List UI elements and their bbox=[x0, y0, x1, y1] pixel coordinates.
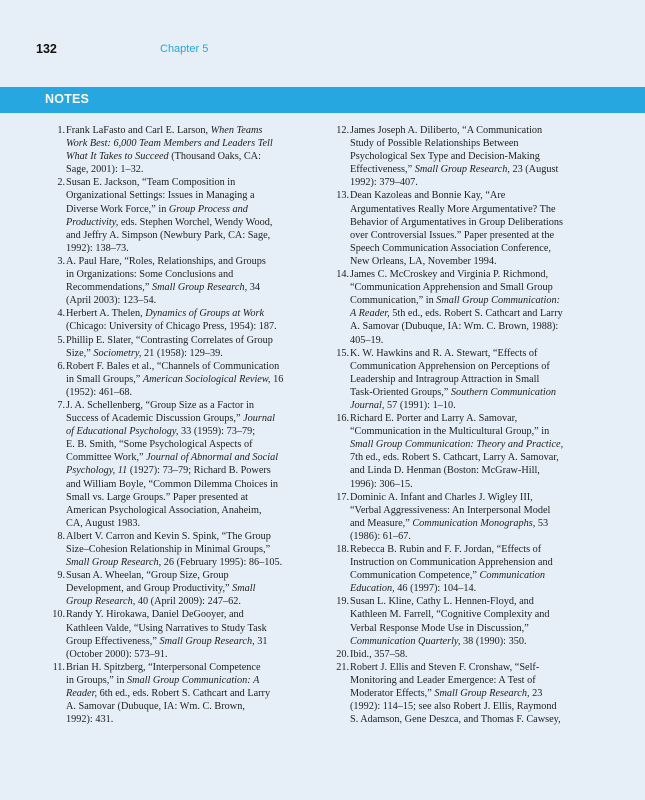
note-item bbox=[322, 648, 592, 661]
note-line: Study of Possible Relationships Between bbox=[350, 138, 519, 150]
note-item bbox=[38, 334, 302, 360]
note-line: and Measure,” Communication Monographs, 53 bbox=[350, 517, 549, 529]
note-number: 10. bbox=[52, 609, 65, 621]
note-text bbox=[66, 176, 302, 255]
note-text bbox=[66, 399, 302, 530]
note-line: Psychological Sex Type and Decision-Making bbox=[350, 151, 540, 163]
note-text bbox=[350, 491, 592, 543]
note-item bbox=[322, 661, 592, 726]
note-line: A. Samovar (Dubuque, IA: Wm. C. Brown, bbox=[66, 701, 245, 713]
note-line: over Controversial Issues.” Paper presented at the bbox=[350, 229, 555, 241]
note-number: 15. bbox=[336, 347, 349, 359]
note-item bbox=[322, 491, 592, 543]
note-line: Communication Competence,” Communication bbox=[350, 570, 546, 582]
note-text bbox=[66, 608, 302, 660]
note-line: 7th ed., eds. Robert S. Cathcart, Larry A. Samovar, bbox=[350, 452, 559, 464]
note-line: and Jeffry A. Simpson (Newbury Park, CA: Sage, bbox=[66, 229, 271, 241]
note-line: J. A. Schellenberg, “Group Size as a Factor in bbox=[66, 399, 254, 411]
note-text bbox=[66, 360, 302, 399]
note-line: New Orleans, LA, November 1994. bbox=[350, 255, 497, 267]
note-line: (Chicago: University of Chicago Press, 1954): 187. bbox=[66, 321, 277, 333]
note-line: Rebecca B. Rubin and F. F. Jordan, “Effects of bbox=[350, 544, 542, 555]
note-line: Kathleen M. Farrell, “Cognitive Complexity and bbox=[350, 609, 550, 621]
note-item bbox=[38, 569, 302, 608]
note-line: Success of Academic Discussion Groups,” Journal bbox=[66, 413, 275, 425]
note-line: Psychology, 11 (1927): 73–79; Richard B. Powers bbox=[66, 465, 271, 477]
note-line: A. Paul Hare, “Roles, Relationships, and Groups bbox=[66, 255, 266, 267]
note-line: Communication Apprehension on Perceptions of bbox=[350, 360, 550, 372]
note-number: 21. bbox=[336, 661, 349, 673]
note-number: 4. bbox=[57, 308, 65, 320]
note-line: James C. McCroskey and Virginia P. Richmond, bbox=[350, 269, 549, 281]
note-line: Size,” Sociometry, 21 (1958): 129–39. bbox=[66, 347, 223, 359]
note-line: Susan L. Kline, Cathy L. Hennen-Floyd, and bbox=[350, 596, 534, 608]
note-text bbox=[66, 307, 302, 333]
note-number: 18. bbox=[336, 544, 349, 555]
note-line: 1992): 431. bbox=[66, 714, 114, 726]
note-text bbox=[350, 124, 592, 189]
note-line: Sage, 2001): 1–32. bbox=[66, 164, 144, 176]
note-line: Herbert A. Thelen, Dynamics of Groups at Work bbox=[66, 308, 265, 320]
note-line: Leadership and Intragroup Attraction in Small bbox=[350, 373, 540, 385]
note-line: and William Boyle, “Common Dilemma Choices in bbox=[66, 478, 279, 490]
note-item bbox=[38, 255, 302, 307]
note-line: Richard E. Porter and Larry A. Samovar, bbox=[350, 413, 518, 425]
notes-column-right bbox=[322, 124, 592, 726]
note-line: Task-Oriented Groups,” Southern Communication bbox=[350, 386, 556, 398]
notes-section-bar bbox=[0, 87, 645, 113]
note-line: Phillip E. Slater, “Contrasting Correlates of Group bbox=[66, 334, 273, 346]
note-text bbox=[66, 530, 302, 569]
note-line: Susan E. Jackson, “Team Composition in bbox=[66, 177, 236, 189]
note-line: Effectiveness,” Small Group Research, 23 (August bbox=[350, 164, 559, 176]
note-line: Randy Y. Hirokawa, Daniel DeGooyer, and bbox=[66, 609, 244, 621]
note-line: (1952): 461–68. bbox=[66, 386, 133, 398]
note-number: 19. bbox=[336, 596, 349, 608]
note-line: (1992): 114–15; see also Robert J. Ellis, Raymond bbox=[350, 701, 557, 713]
note-number: 7. bbox=[57, 399, 65, 411]
note-line: Speech Communication Association Conference, bbox=[350, 242, 551, 254]
note-item bbox=[38, 124, 302, 176]
note-item bbox=[322, 268, 592, 347]
note-number: 9. bbox=[57, 570, 65, 582]
note-line: Small Group Research, 26 (February 1995): 86–105. bbox=[66, 557, 283, 569]
note-line: Group Effectiveness,” Small Group Research, 31 bbox=[66, 635, 268, 647]
note-item bbox=[38, 530, 302, 569]
note-text bbox=[66, 124, 302, 176]
note-line: Recommendations,” Small Group Research, 34 bbox=[66, 282, 260, 294]
notes-column-left bbox=[38, 124, 302, 726]
note-line: of Educational Psychology, 33 (1959): 73–79; bbox=[66, 426, 256, 438]
note-line: Communication,” in Small Group Communication: bbox=[350, 295, 561, 307]
note-number: 17. bbox=[336, 491, 349, 503]
note-line: Dean Kazoleas and Bonnie Kay, “Are bbox=[350, 190, 506, 202]
note-text bbox=[350, 595, 592, 647]
note-line: Reader, 6th ed., eds. Robert S. Cathcart and Larry bbox=[66, 688, 271, 700]
note-line: Small Group Communication: Theory and Practice, bbox=[350, 439, 564, 451]
note-number: 1. bbox=[57, 125, 65, 136]
note-line: 405–19. bbox=[350, 334, 384, 346]
note-line: Dominic A. Infant and Charles J. Wigley III, bbox=[350, 491, 533, 503]
note-text bbox=[350, 648, 592, 661]
note-line: and Linda D. Henman (Boston: McGraw-Hill, bbox=[350, 465, 540, 477]
note-item bbox=[38, 176, 302, 255]
note-line: A. Samovar (Dubuque, IA: Wm. C. Brown, 1988): bbox=[350, 321, 559, 333]
note-line: “Verbal Aggressiveness: An Interpersonal Model bbox=[350, 504, 551, 516]
note-item bbox=[38, 399, 302, 530]
note-number: 13. bbox=[336, 190, 349, 202]
note-line: Argumentatives Really More Argumentative? The bbox=[350, 203, 556, 215]
note-line: (April 2003): 123–54. bbox=[66, 295, 157, 307]
note-line: Development, and Group Productivity,” Small bbox=[66, 583, 256, 595]
note-item bbox=[38, 661, 302, 726]
note-line: 1992): 379–407. bbox=[350, 177, 418, 189]
note-line: in Groups,” in Small Group Communication: A bbox=[66, 674, 260, 686]
note-text bbox=[350, 412, 592, 491]
note-line: Committee Work,” Journal of Abnormal and Social bbox=[66, 452, 279, 464]
note-number: 2. bbox=[57, 177, 65, 189]
note-number: 11. bbox=[52, 661, 65, 673]
note-line: Kathleen Valde, “Using Narratives to Study Task bbox=[66, 622, 267, 634]
note-item bbox=[322, 595, 592, 647]
note-number: 12. bbox=[336, 125, 349, 136]
note-line: Robert F. Bales et al., “Channels of Communication bbox=[66, 360, 280, 372]
note-line: Monitoring and Leader Emergence: A Test of bbox=[350, 674, 536, 686]
note-item bbox=[322, 543, 592, 595]
note-item bbox=[322, 412, 592, 491]
note-item bbox=[322, 124, 592, 189]
note-text bbox=[350, 268, 592, 347]
chapter-label: Chapter 5 bbox=[160, 43, 209, 55]
note-text bbox=[350, 347, 592, 412]
note-line: E. B. Smith, “Some Psychological Aspects of bbox=[66, 439, 253, 451]
note-line: Robert J. Ellis and Steven F. Cronshaw, “Self- bbox=[350, 661, 540, 673]
note-item bbox=[38, 608, 302, 660]
note-line: Size–Cohesion Relationship in Minimal Groups,” bbox=[66, 544, 271, 555]
note-line: American Psychological Association, Anaheim, bbox=[66, 504, 262, 516]
note-text bbox=[350, 189, 592, 268]
note-line: “Communication in the Multicultural Group,” in bbox=[350, 426, 550, 438]
note-line: Verbal Response Mode Use in Discussion,” bbox=[350, 622, 529, 634]
note-line: S. Adamson, Gene Deszca, and Thomas F. Cawsey, bbox=[350, 714, 561, 726]
note-line: Brian H. Spitzberg, “Interpersonal Competence bbox=[66, 661, 261, 673]
note-text bbox=[350, 543, 592, 595]
note-line: Small vs. Large Groups.” Paper presented at bbox=[66, 491, 248, 503]
note-line: 1996): 306–15. bbox=[350, 478, 413, 490]
note-item bbox=[322, 347, 592, 412]
note-text bbox=[350, 661, 592, 726]
note-line: in Organizations: Some Conclusions and bbox=[66, 269, 234, 281]
note-item bbox=[38, 360, 302, 399]
note-line: A Reader, 5th ed., eds. Robert S. Cathcart and Larry bbox=[350, 308, 563, 320]
note-text bbox=[66, 334, 302, 360]
note-line: Communication Quarterly, 38 (1990): 350. bbox=[350, 635, 527, 647]
note-line: in Small Groups,” American Sociological Review, 16 bbox=[66, 373, 284, 385]
note-text bbox=[66, 255, 302, 307]
note-number: 6. bbox=[57, 360, 65, 372]
note-line: Journal, 57 (1991): 1–10. bbox=[350, 399, 456, 411]
note-line: Diverse Work Force,” in Group Process and bbox=[66, 203, 248, 215]
note-line: Organizational Settings: Issues in Managing a bbox=[66, 190, 255, 202]
note-line: Instruction on Communication Apprehension and bbox=[350, 557, 553, 569]
note-line: What It Takes to Succeed (Thousand Oaks, CA: bbox=[66, 151, 261, 163]
note-line: Ibid., 357–58. bbox=[350, 648, 408, 660]
note-line: 1992): 138–73. bbox=[66, 242, 129, 254]
note-line: James Joseph A. Diliberto, “A Communication bbox=[350, 125, 543, 136]
note-number: 14. bbox=[336, 269, 349, 281]
note-number: 20. bbox=[336, 648, 349, 660]
note-line: Moderator Effects,” Small Group Research, 23 bbox=[350, 688, 543, 700]
notes-title: NOTES bbox=[45, 92, 90, 106]
page-header bbox=[0, 38, 645, 58]
note-line: Group Research, 40 (April 2009): 247–62. bbox=[66, 596, 241, 608]
note-line: Susan A. Wheelan, “Group Size, Group bbox=[66, 570, 229, 582]
note-line: Frank LaFasto and Carl E. Larson, When Teams bbox=[66, 125, 263, 136]
page-number: 132 bbox=[36, 42, 57, 56]
note-line: K. W. Hawkins and R. A. Stewart, “Effects of bbox=[350, 347, 538, 359]
note-line: Education, 46 (1997): 104–14. bbox=[350, 583, 477, 595]
note-line: Productivity, eds. Stephen Worchel, Wendy Wood, bbox=[66, 216, 273, 228]
note-line: Behavior of Argumentatives in Group Deliberations bbox=[350, 216, 564, 228]
note-text bbox=[66, 661, 302, 726]
note-line: “Communication Apprehension and Small Group bbox=[350, 282, 553, 294]
note-number: 8. bbox=[57, 530, 65, 542]
note-item bbox=[322, 189, 592, 268]
note-line: CA, August 1983. bbox=[66, 517, 141, 529]
note-item bbox=[38, 307, 302, 333]
note-line: Albert V. Carron and Kevin S. Spink, “The Group bbox=[66, 530, 271, 542]
note-line: Work Best: 6,000 Team Members and Leaders Tell bbox=[66, 138, 273, 150]
note-text bbox=[66, 569, 302, 608]
note-line: (October 2000): 573–91. bbox=[66, 648, 168, 660]
note-line: (1986): 61–67. bbox=[350, 530, 411, 542]
note-number: 3. bbox=[57, 255, 65, 267]
note-number: 5. bbox=[57, 334, 65, 346]
note-number: 16. bbox=[336, 413, 349, 425]
